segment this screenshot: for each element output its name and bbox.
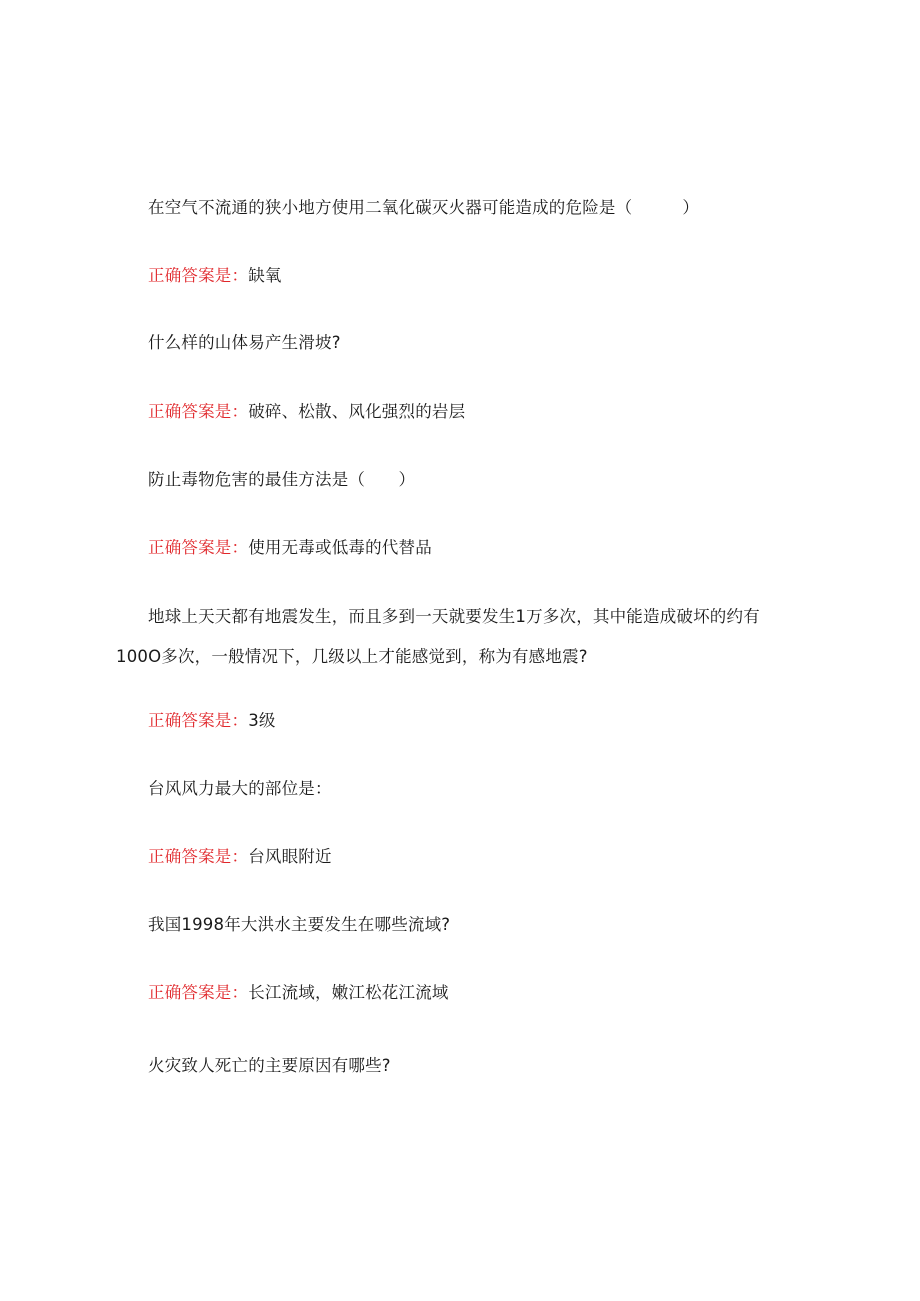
question-text: 在空气不流通的狭小地方使用二氧化碳灭火器可能造成的危险是（ ） — [148, 198, 700, 217]
answer-3 — [148, 537, 432, 559]
answer-text: 长江流域，嫩江松花江流域 — [248, 983, 449, 1002]
answer-text: 使用无毒或低毒的代替品 — [248, 538, 432, 557]
answer-label: 正确答案是： — [148, 983, 249, 1002]
question-text: 台风风力最大的部位是： — [148, 779, 332, 798]
question-text: 地球上天天都有地震发生，而且多到一天就要发生1万多次，其中能造成破坏的约有100O多次，一般情况下，几级以上才能感觉到，称为有感地震? — [116, 607, 760, 666]
answer-1 — [148, 265, 282, 287]
answer-label: 正确答案是： — [148, 538, 249, 557]
answer-2 — [148, 401, 465, 423]
question-text: 我国1998年大洪水主要发生在哪些流域? — [148, 915, 451, 934]
question-text: 防止毒物危害的最佳方法是（ ） — [148, 470, 416, 489]
question-text: 什么样的山体易产生滑坡? — [148, 333, 341, 352]
question-2 — [148, 332, 341, 354]
question-6 — [148, 914, 450, 936]
question-text: 火灾致人死亡的主要原因有哪些? — [148, 1056, 391, 1075]
answer-6 — [148, 982, 449, 1004]
answer-label: 正确答案是： — [148, 402, 249, 421]
answer-text: 缺氧 — [248, 266, 282, 285]
answer-4 — [148, 710, 276, 732]
answer-text: 破碎、松散、风化强烈的岩层 — [248, 402, 466, 421]
question-5 — [148, 778, 332, 800]
question-4 — [116, 597, 796, 677]
answer-text: 3级 — [248, 711, 276, 730]
question-7 — [148, 1055, 391, 1077]
answer-5 — [148, 846, 332, 868]
question-3 — [148, 469, 415, 491]
answer-label: 正确答案是： — [148, 711, 249, 730]
answer-label: 正确答案是： — [148, 266, 249, 285]
answer-label: 正确答案是： — [148, 847, 249, 866]
answer-text: 台风眼附近 — [248, 847, 332, 866]
question-1 — [148, 197, 699, 219]
